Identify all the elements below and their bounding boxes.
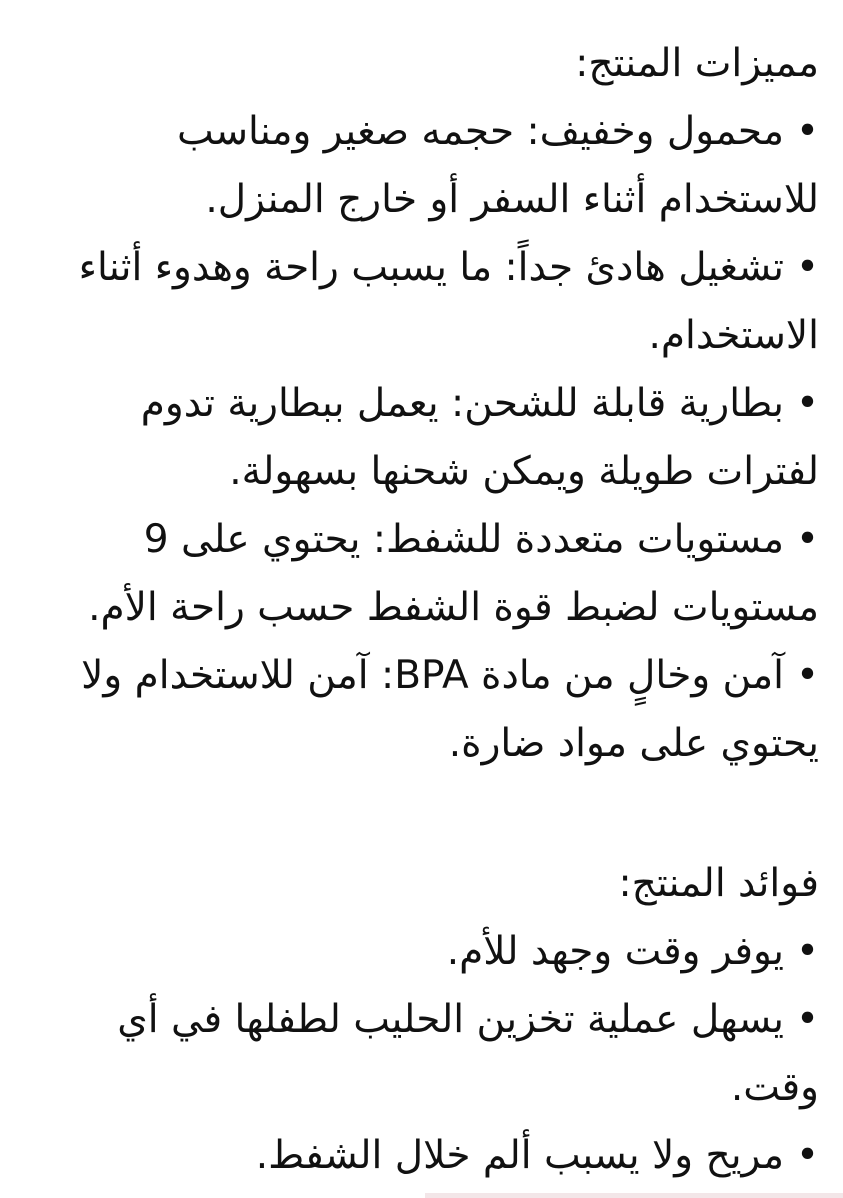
benefits-list xyxy=(18,918,819,1190)
feature-text: مستويات متعددة للشفط: يحتوي على 9 مستويات لضبط قوة الشفط حسب راحة الأم. xyxy=(88,517,819,630)
section-spacer xyxy=(18,778,819,850)
bullet-icon: • xyxy=(795,929,819,974)
bottom-edge-strip xyxy=(425,1193,843,1198)
benefit-text: يسهل عملية تخزين الحليب لطفلها في أي وقت. xyxy=(117,997,819,1110)
benefit-text: يوفر وقت وجهد للأم. xyxy=(446,929,784,974)
features-heading: مميزات المنتج: xyxy=(575,41,819,86)
bullet-icon: • xyxy=(795,109,819,154)
benefit-item-milk-storage xyxy=(18,986,819,1122)
benefit-item-saves-time xyxy=(18,918,819,986)
features-list xyxy=(18,98,819,778)
benefit-text: مريح ولا يسبب ألم خلال الشفط. xyxy=(255,1133,784,1178)
benefit-item-comfortable xyxy=(18,1122,819,1190)
bullet-icon: • xyxy=(795,653,819,698)
feature-text: تشغيل هادئ جداً: ما يسبب راحة وهدوء أثناء الاستخدام. xyxy=(78,245,819,358)
feature-item-quiet xyxy=(18,234,819,370)
bullet-icon: • xyxy=(795,517,819,562)
bullet-icon: • xyxy=(795,245,819,290)
feature-text: آمن وخالٍ من مادة BPA: آمن للاستخدام ولا يحتوي على مواد ضارة. xyxy=(81,653,819,766)
feature-item-battery xyxy=(18,370,819,506)
bullet-icon: • xyxy=(795,381,819,426)
feature-text: محمول وخفيف: حجمه صغير ومناسب للاستخدام أثناء السفر أو خارج المنزل. xyxy=(177,109,819,222)
product-description xyxy=(18,30,819,1190)
bullet-icon: • xyxy=(795,997,819,1042)
feature-item-bpa-free xyxy=(18,642,819,778)
feature-item-portable xyxy=(18,98,819,234)
feature-text: بطارية قابلة للشحن: يعمل ببطارية تدوم لفترات طويلة ويمكن شحنها بسهولة. xyxy=(140,381,819,494)
feature-item-suction-levels xyxy=(18,506,819,642)
bullet-icon: • xyxy=(795,1133,819,1178)
benefits-heading: فوائد المنتج: xyxy=(618,861,819,906)
